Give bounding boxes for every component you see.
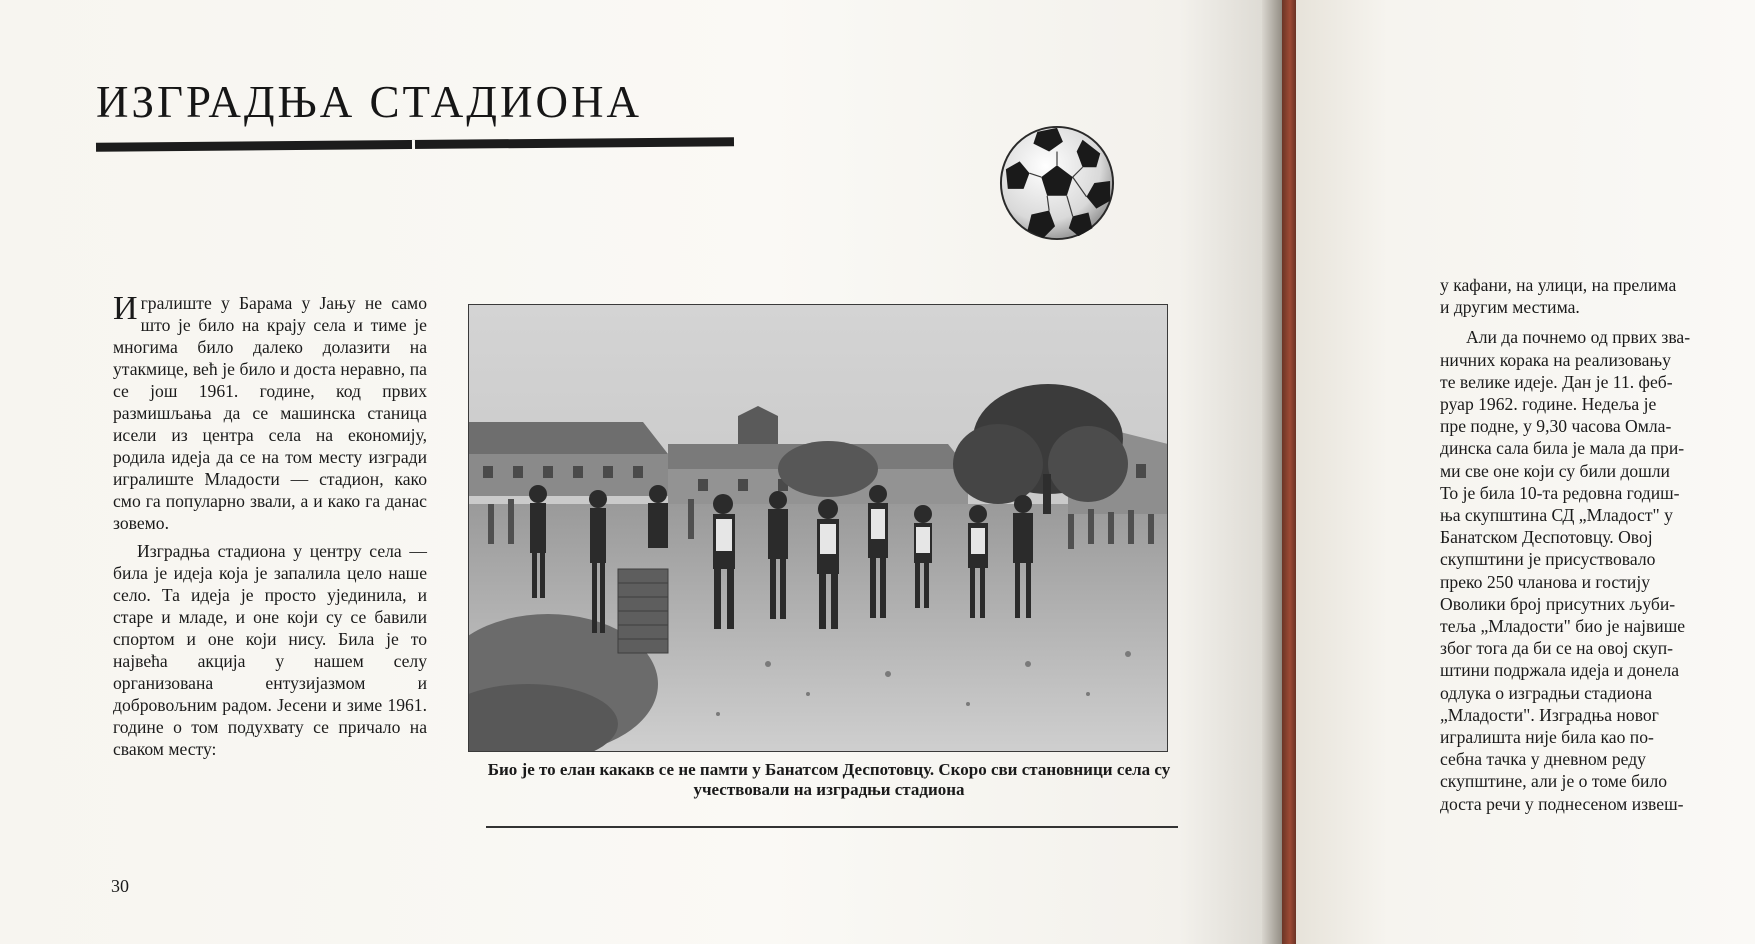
text-line: скупштини је присуствовало — [1440, 549, 1656, 570]
title-underline — [96, 137, 734, 152]
text-line: Али да почнемо од првих зва- — [1466, 327, 1691, 348]
paragraph-1-text: гралиште у Барама у Јању не само што је било на крају села и тиме је многима било далеко долазити на утакмице, већ је било и доста неравно, па се још 1961. године, код првих размишљања да се машинска станица исели из центра села на економију, родила идеја да се на том месту изгради игралиште Младости — стадион, како смо га популарно звали, а и како га данас зовемо. — [113, 293, 427, 533]
text-line: игралишта није била као по- — [1440, 727, 1654, 748]
text-line: скупштине, али је о томе било — [1440, 771, 1668, 792]
text-line: динска сала била је мала да при- — [1440, 438, 1685, 459]
football-icon — [998, 124, 1116, 242]
stadium-construction-photo — [468, 304, 1168, 752]
text-line: себна тачка у дневном реду — [1440, 749, 1646, 770]
text-line: доста речи у поднесеном извеш- — [1440, 793, 1684, 814]
page-number: 30 — [111, 876, 129, 896]
text-line: у кафани, на улици, на прелима — [1440, 275, 1677, 295]
drop-cap: И — [113, 290, 138, 327]
text-line: ничних корака на реализовању — [1440, 349, 1671, 370]
right-page-text — [1440, 274, 1755, 815]
text-line: „Младости". Изградња новог — [1440, 704, 1659, 725]
paragraph-1 — [113, 292, 427, 534]
text-line: и другим местима. — [1440, 297, 1580, 318]
text-line: ња скупштина СД „Младост" у — [1440, 505, 1673, 526]
text-line: пре подне, у 9,30 часова Омла- — [1440, 416, 1672, 437]
text-line: ми све оне који су били дошли — [1440, 460, 1670, 481]
text-line: То је била 10-та редовна годиш- — [1440, 482, 1680, 503]
text-line: те велике идеје. Дан је 11. феб- — [1440, 371, 1673, 392]
page-title: ИЗГРАДЊА СТАДИОНА — [96, 77, 642, 127]
text-line: Банатском Деспотовцу. Овој — [1440, 527, 1653, 548]
text-line: због тога да би се на овој скуп- — [1440, 638, 1674, 659]
photo-caption: Био је то елан какакв се не памти у Банатсом Деспотовцу. Скоро сви становници села су учествовали на изградњи стадиона — [487, 760, 1171, 799]
text-line: Оволики број присутних љуби- — [1440, 593, 1676, 614]
text-line: штини подржала идеја и донела — [1440, 660, 1680, 681]
text-line: одлука о изградњи стадиона — [1440, 682, 1653, 703]
text-line: теља „Младости" био је највише — [1440, 616, 1686, 637]
article-text — [113, 292, 427, 760]
text-line: преко 250 чланова и гостију — [1440, 571, 1651, 592]
text-line: руар 1962. године. Недеља је — [1440, 394, 1657, 415]
paragraph-2: Изградња стадиона у центру села — била је идеја која је запалила цело наше село. Та идеја је просто ујединила, и старе и младе, и оне који су се бавили спортом и оне који нису. Била је то највећа акција у нашем селу организована ентузијазмом и добровољним радом. Јесени и зиме 1961. године о том подухвату се причало на сваком месту: — [113, 541, 427, 759]
caption-rule — [486, 826, 1178, 828]
